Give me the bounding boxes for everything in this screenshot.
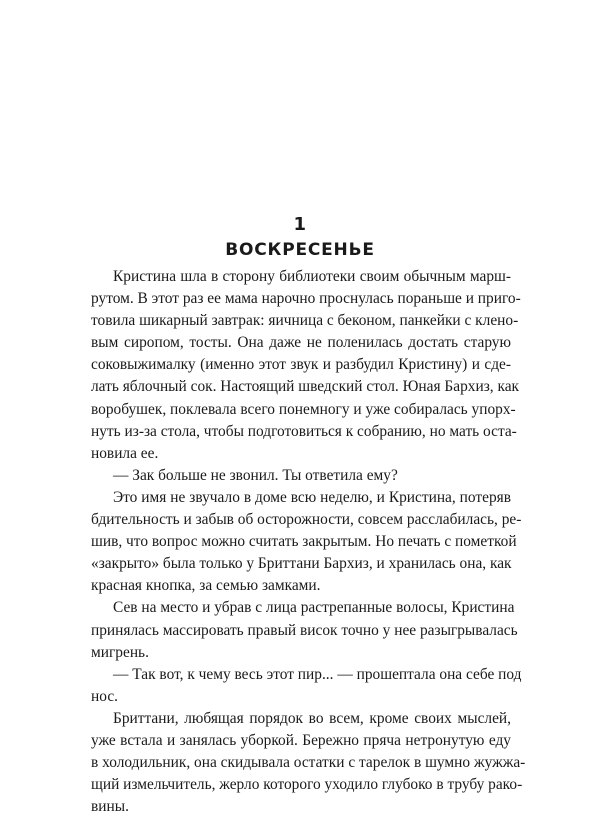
text-line: Это имя не звучало в доме всю неделю, и Кристина, потеряв — [113, 488, 511, 506]
text-line: щий измельчитель, жерло которого уходило глубоко в трубу рако- — [91, 776, 523, 794]
text-line: мигрень. — [91, 643, 149, 661]
chapter-body-text — [91, 266, 526, 818]
chapter-number: 1 — [293, 214, 307, 235]
text-line: «закрыто» была только у Бриттани Бархиз, и хранилась она, как — [91, 555, 512, 573]
text-line: вым сиропом, тосты. Она даже не поленилась достать старую — [91, 334, 511, 352]
text-line: — Так вот, к чему весь этот пир... — прошептала она себе под — [113, 665, 522, 683]
text-line: уже встала и занялась уборкой. Бережно пряча нетронутую еду — [91, 731, 511, 749]
text-line: рутом. В этот раз ее мама нарочно проснулась пораньше и приго- — [91, 290, 521, 308]
text-line: Сев на место и убрав с лица растрепанные волосы, Кристина — [113, 599, 515, 617]
text-line: нуть из-за стола, чтобы подготовиться к собранию, но мать оста- — [91, 422, 517, 440]
text-line: — Зак больше не звонил. Ты ответила ему? — [113, 466, 398, 484]
text-line: лать яблочный сок. Настоящий шведский стол. Юная Бархиз, как — [91, 378, 520, 396]
chapter-title: ВОСКРЕСЕНЬЕ — [225, 240, 375, 260]
text-line: воробушек, поклевала всего понемногу и уже собиралась упорх- — [91, 400, 516, 418]
text-line: красная кнопка, за семью замками. — [91, 577, 321, 595]
text-line: шив, что вопрос можно считать закрытым. Но печать с пометкой — [91, 533, 517, 551]
text-line: в холодильник, она скидывала остатки с тарелок в шумно жужжа- — [91, 754, 526, 772]
text-line: новила ее. — [91, 444, 159, 462]
text-line: вины. — [91, 798, 129, 816]
text-line: нос. — [91, 687, 118, 705]
text-line: товила шикарный завтрак: яичница с беконом, панкейки с клено- — [91, 312, 519, 330]
text-line: принялась массировать правый висок точно у нее разыгрывалась — [91, 621, 518, 639]
text-line: бдительность и забыв об осторожности, совсем расслабилась, ре- — [91, 511, 522, 529]
text-line: Кристина шла в сторону библиотеки своим обычным марш- — [113, 268, 511, 285]
text-line: Бриттани, любящая порядок во всем, кроме своих мыслей, — [113, 709, 511, 727]
text-line: соковыжималку (именно этот звук и разбудил Кристину) и сде- — [91, 356, 511, 374]
